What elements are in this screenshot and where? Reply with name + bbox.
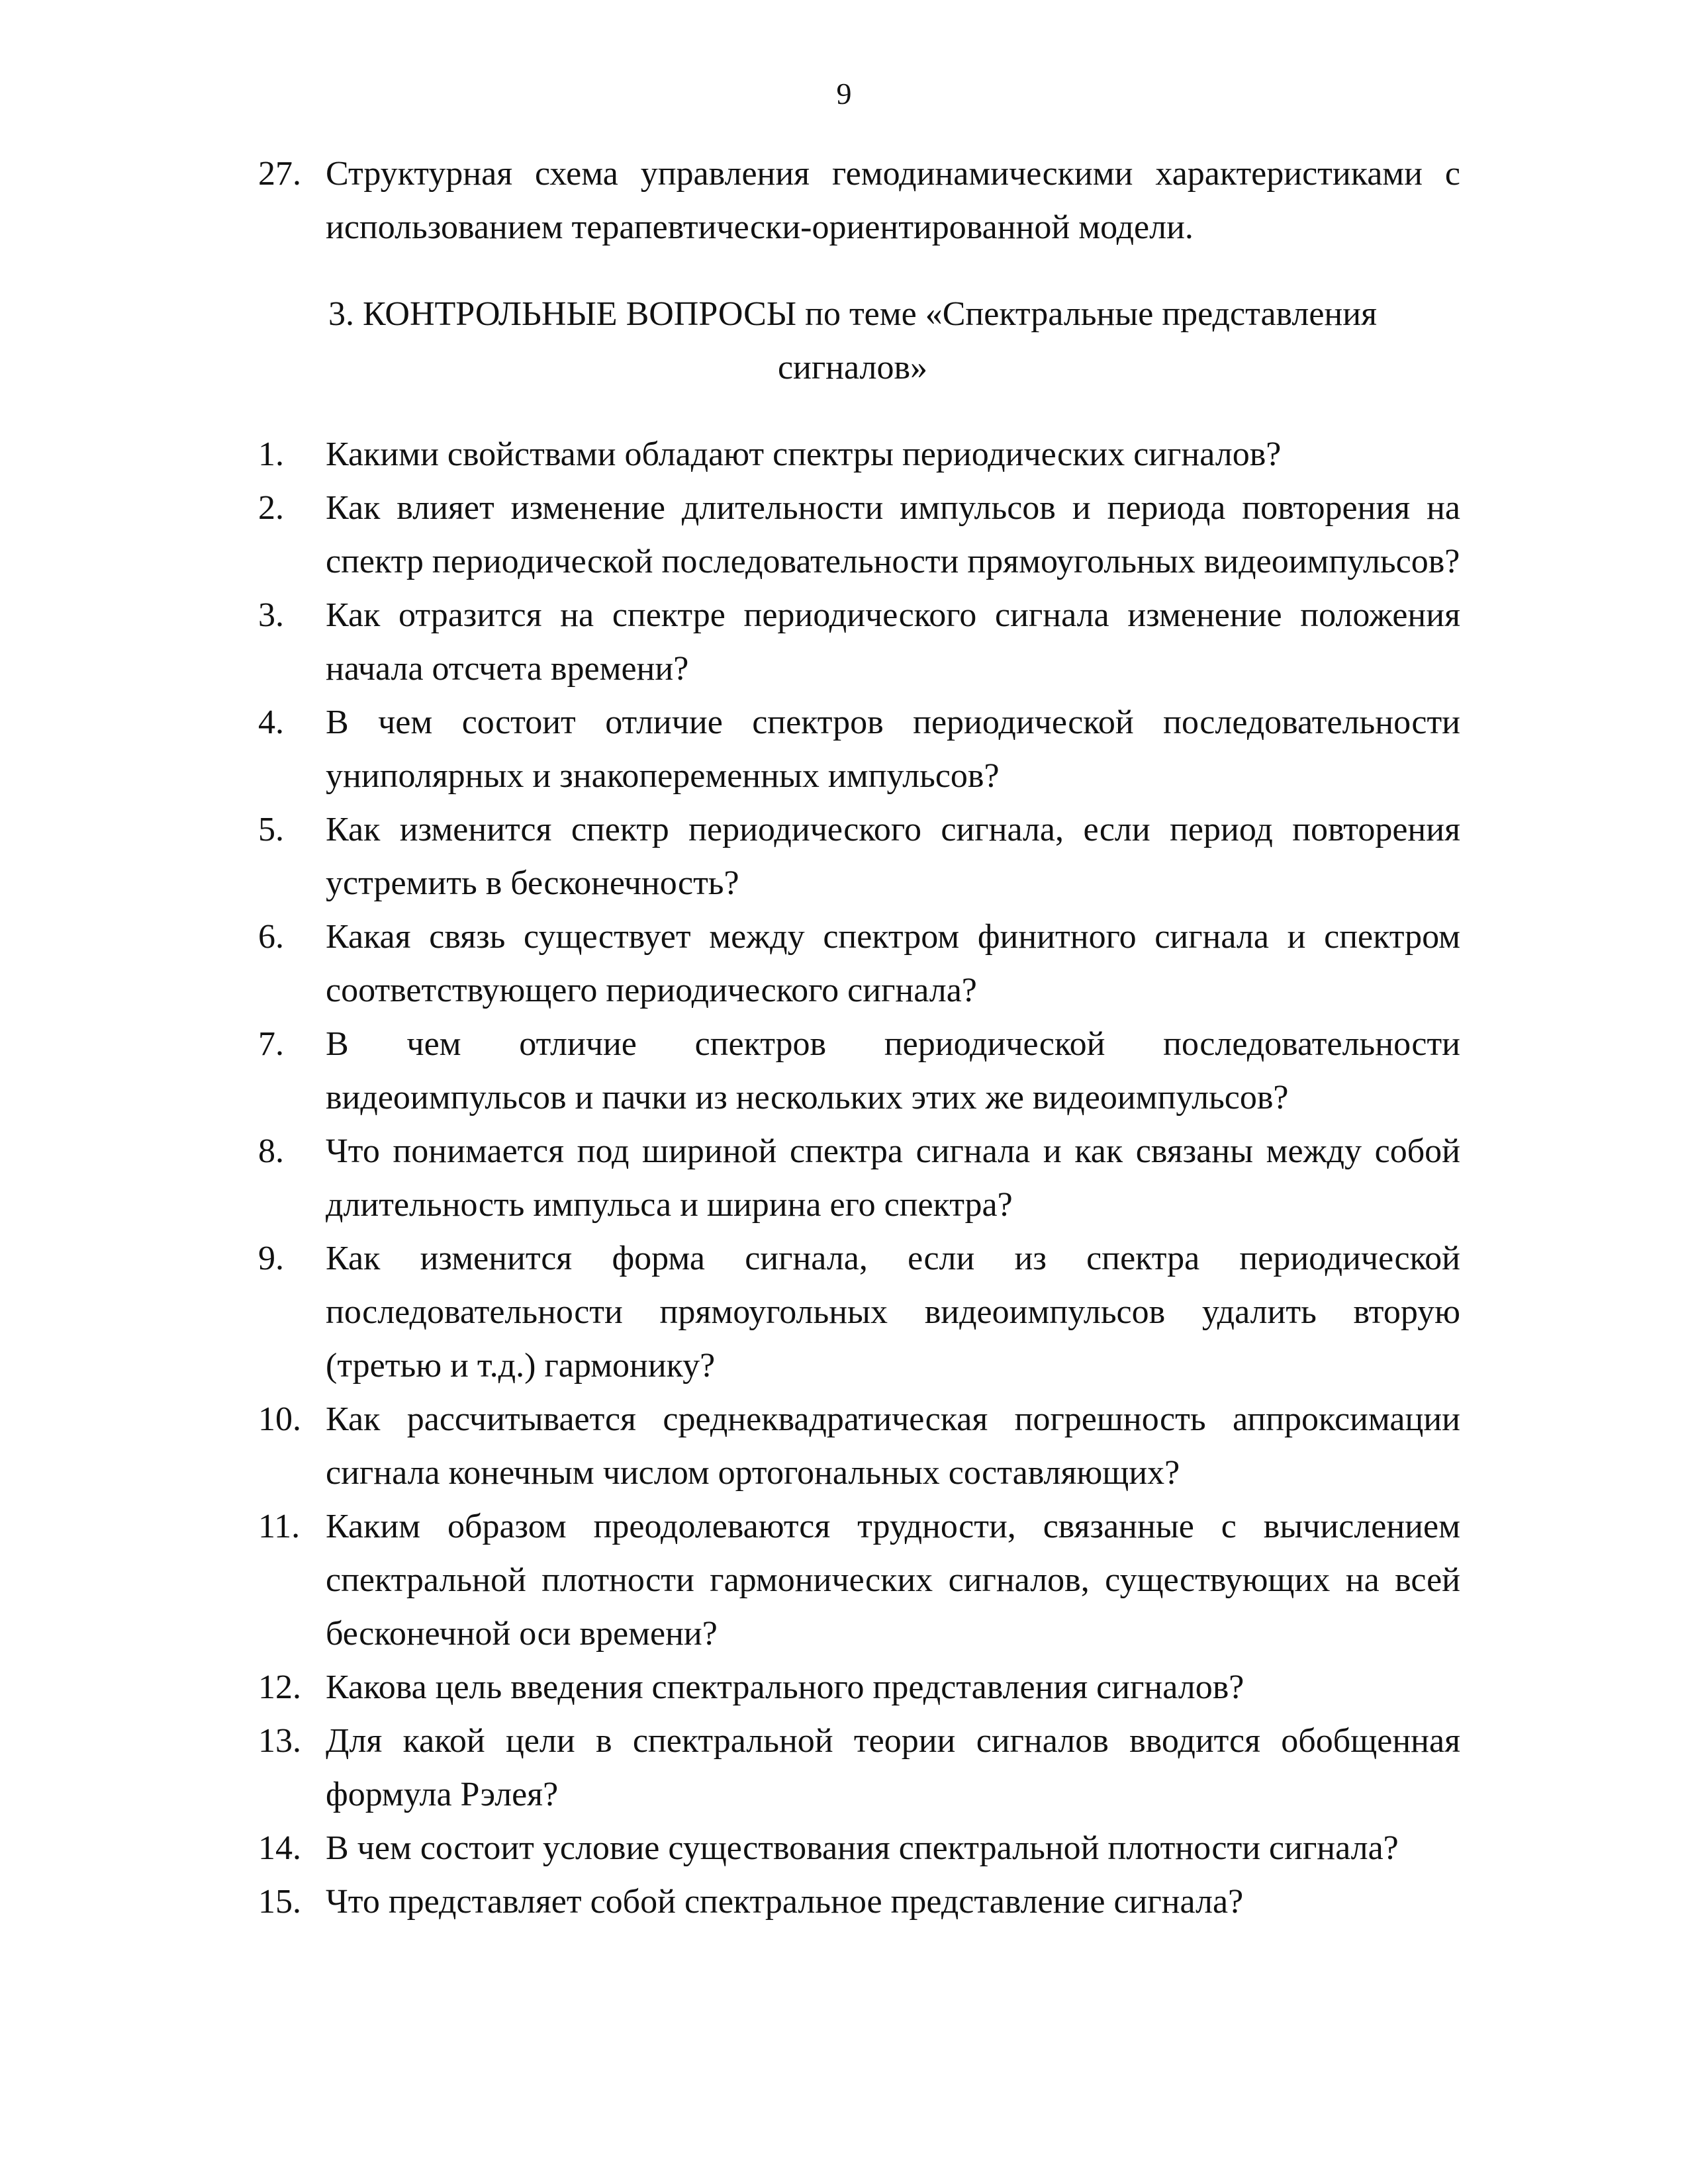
section-heading: 3. КОНТРОЛЬНЫЕ ВОПРОСЫ по теме «Спектральные представления сигналов»	[328, 295, 1377, 387]
question-number: 3.	[258, 596, 284, 634]
question-number: 12.	[258, 1668, 301, 1706]
question-number: 14.	[258, 1829, 301, 1867]
question-text: Для какой цели в спектральной теории сигналов вводится обобщенная формула Рэлея?	[326, 1722, 1460, 1813]
question-item	[258, 910, 1460, 1017]
question-item	[258, 481, 1460, 588]
question-text: Что представляет собой спектральное представление сигнала?	[326, 1883, 1244, 1921]
question-number: 6.	[258, 918, 284, 956]
item-text: Структурная схема управления гемодинамическими характеристиками с использованием терапевтически-ориентированной модели.	[326, 155, 1460, 246]
question-text: Какова цель введения спектрального представления сигналов?	[326, 1668, 1244, 1706]
question-text: Что понимается под шириной спектра сигнала и как связаны между собой длительность импульса и ширина его спектра?	[326, 1132, 1460, 1224]
question-number: 11.	[258, 1508, 301, 1545]
question-text: В чем состоит условие существования спектральной плотности сигнала?	[326, 1829, 1399, 1867]
question-text: Как изменится форма сигнала, если из спектра периодической последовательности прямоугольных видеоимпульсов удалить вторую (третью и т.д.) гармонику?	[326, 1240, 1460, 1385]
question-number: 8.	[258, 1132, 284, 1170]
questions-list	[258, 428, 1460, 1929]
question-text: Какими свойствами обладают спектры периодических сигналов?	[326, 435, 1282, 473]
page-number: 9	[836, 77, 852, 111]
question-number: 9.	[258, 1240, 284, 1277]
question-number: 1.	[258, 435, 284, 473]
question-text: Как влияет изменение длительности импульсов и периода повторения на спектр периодической последовательности прямоугольных видеоимпульсов?	[326, 489, 1460, 580]
question-text: Как отразится на спектре периодического сигнала изменение положения начала отсчета времени?	[326, 596, 1460, 688]
question-item	[258, 1392, 1460, 1500]
question-item	[258, 1124, 1460, 1232]
question-text: Как изменится спектр периодического сигнала, если период повторения устремить в бесконечность?	[326, 811, 1460, 902]
question-number: 5.	[258, 811, 284, 848]
question-item	[258, 1500, 1460, 1661]
question-number: 15.	[258, 1883, 301, 1921]
question-number: 10.	[258, 1400, 301, 1438]
question-number: 13.	[258, 1722, 301, 1760]
question-item	[258, 803, 1460, 910]
question-text: Как рассчитывается среднеквадратическая погрешность аппроксимации сигнала конечным числом ортогональных составляющих?	[326, 1400, 1460, 1492]
question-item	[258, 1017, 1460, 1124]
question-item	[258, 1821, 1460, 1875]
question-number: 4.	[258, 704, 284, 741]
question-item	[258, 428, 1460, 481]
document-body	[258, 147, 1460, 1929]
question-item	[258, 1232, 1460, 1392]
question-text: Какая связь существует между спектром финитного сигнала и спектром соответствующего периодического сигнала?	[326, 918, 1460, 1009]
question-text: Каким образом преодолеваются трудности, связанные с вычислением спектральной плотности гармонических сигналов, существующих на всей бесконечной оси времени?	[326, 1508, 1460, 1653]
question-number: 7.	[258, 1025, 284, 1063]
question-text: В чем отличие спектров периодической последовательности видеоимпульсов и пачки из нескольких этих же видеоимпульсов?	[326, 1025, 1460, 1116]
question-item	[258, 1661, 1460, 1714]
question-item	[258, 696, 1460, 803]
list-item-27	[258, 147, 1460, 254]
item-number: 27.	[258, 155, 301, 193]
question-item	[258, 1875, 1460, 1929]
question-text: В чем состоит отличие спектров периодической последовательности униполярных и знакопеременных импульсов?	[326, 704, 1460, 795]
question-number: 2.	[258, 489, 284, 527]
question-item	[258, 1714, 1460, 1821]
question-item	[258, 588, 1460, 696]
